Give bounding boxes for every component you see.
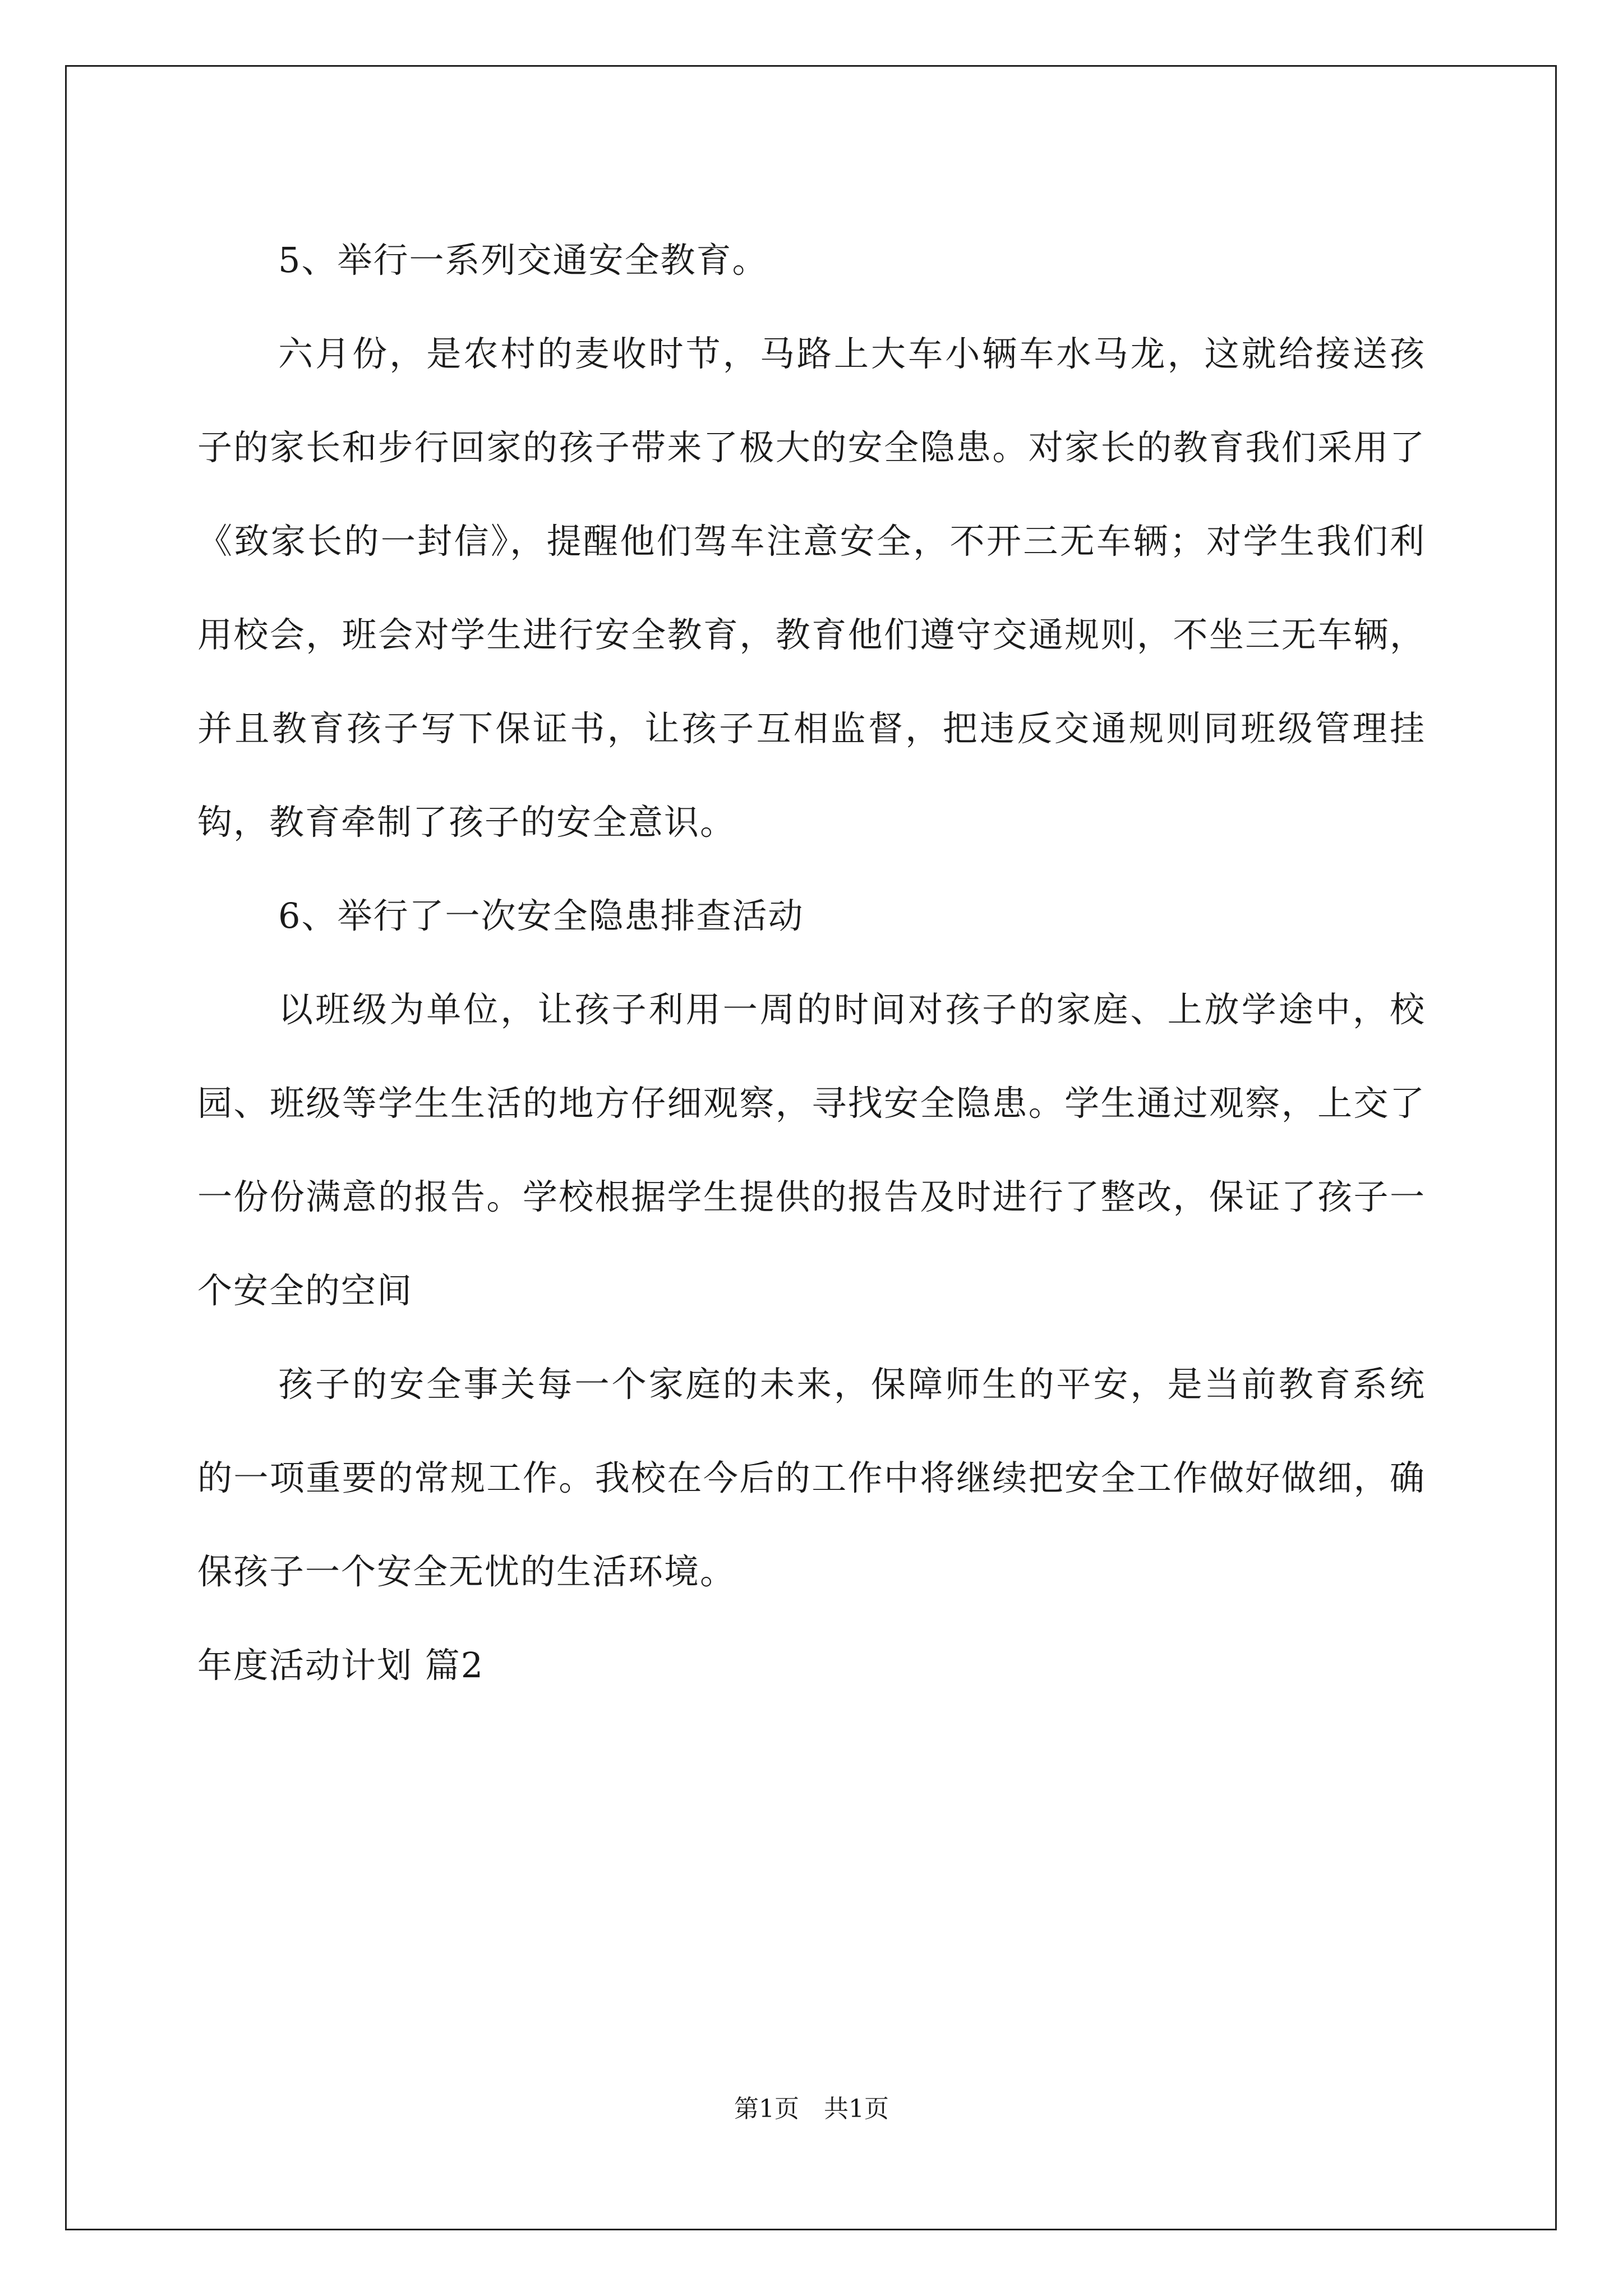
document-body [197,213,1426,1712]
paragraph-hazard-check-title: 6、举行了一次安全隐患排查活动 [278,895,804,936]
paragraph-hazard-check-body: 以班级为单位，让孩子利用一周的时间对孩子的家庭、上放学途中，校园、班级等学生生活的地方仔细观察，寻找安全隐患。学生通过观察，上交了一份份满意的报告。学校根据学生提供的报告及时进行了整改，保证了孩子一个安全的空间 [197,989,1426,1311]
paragraph-conclusion: 孩子的安全事关每一个家庭的未来，保障师生的平安，是当前教育系统的一项重要的常规工作。我校在今后的工作中将继续把安全工作做好做细，确保孩子一个安全无忧的生活环境。 [197,1364,1426,1592]
paragraph-traffic-safety-title: 5、举行一系列交通安全教育。 [278,240,768,280]
paragraph-traffic-safety-body: 六月份，是农村的麦收时节，马路上大车小辆车水马龙，这就给接送孩子的家长和步行回家的孩子带来了极大的安全隐患。对家长的教育我们采用了《致家长的一封信》，提醒他们驾车注意安全，不开三无车辆；对学生我们利用校会，班会对学生进行安全教育，教育他们遵守交通规则，不坐三无车辆，并且教育孩子写下保证书，让孩子互相监督，把违反交通规则同班级管理挂钩，教育牵制了孩子的安全意识。 [197,333,1426,843]
section-heading: 年度活动计划 篇2 [197,1645,485,1686]
page-footer: 第1页 共1页 [734,2095,889,2123]
